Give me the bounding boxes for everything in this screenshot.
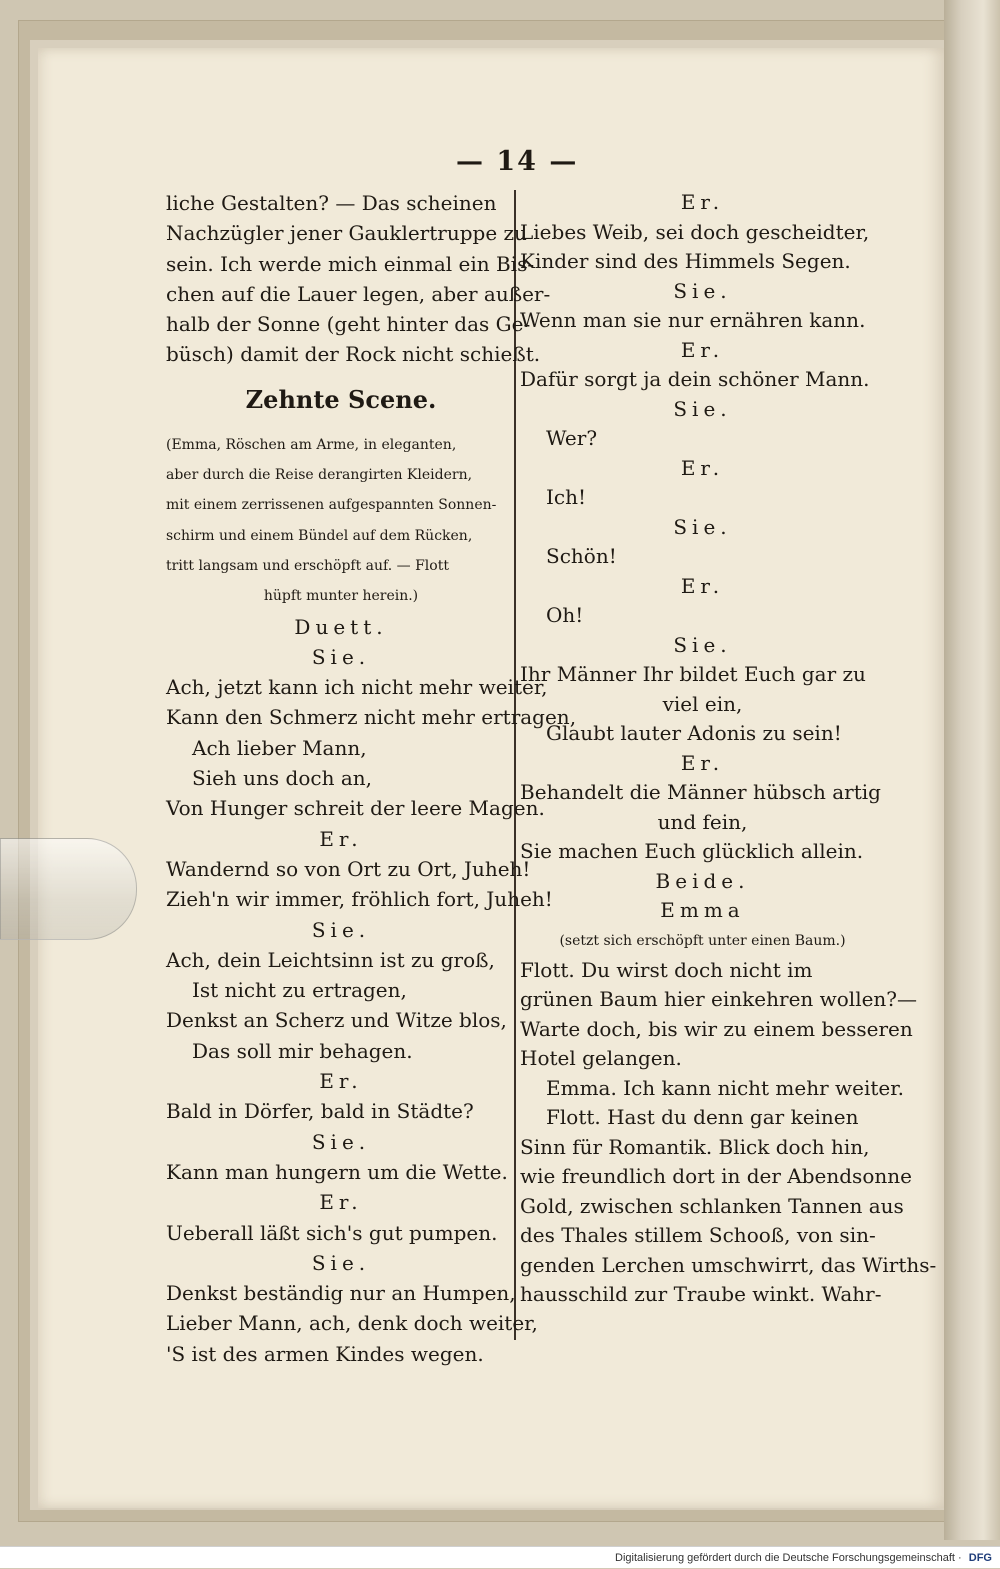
speaker-label: Sie.: [311, 644, 371, 669]
verse-line: Behandelt die Männer hübsch artig: [520, 780, 881, 804]
stage-direction-line: schirm und einem Bündel auf dem Rücken,: [166, 527, 473, 544]
verse-line: grünen Baum hier einkehren wollen?—: [520, 987, 918, 1012]
verse-line: hausschild zur Traube winkt. Wahr-: [520, 1282, 882, 1307]
prose-line: halb der Sonne (geht hinter das Ge-: [166, 312, 531, 337]
verse-line: Ach, dein Leichtsinn ist zu groß,: [166, 947, 495, 972]
speaker-label: Er.: [319, 1069, 363, 1094]
stage-direction-line: mit einem zerrissenen aufgespannten Sonnen-: [166, 497, 497, 514]
verse-line: Bald in Dörfer, bald in Städte?: [166, 1099, 474, 1124]
verse-line: Wer?: [546, 426, 598, 450]
song-title: Duett.: [294, 614, 388, 639]
speaker-label: Er.: [680, 337, 725, 362]
verse-line: Sieh uns doch an,: [192, 766, 372, 791]
verse-line: Flott. Hast du denn gar keinen: [546, 1105, 859, 1130]
verse-line: Das soll mir behagen.: [192, 1038, 413, 1063]
verse-line: Denkst an Scherz und Witze blos,: [166, 1008, 507, 1033]
stage-direction-line: (setzt sich erschöpft unter einen Baum.): [559, 932, 846, 949]
stage-direction-line: tritt langsam und erschöpft auf. — Flott: [166, 557, 449, 574]
speaker-label: Sie.: [673, 278, 732, 303]
speaker-label: Sie.: [311, 1250, 371, 1275]
verse-line: Ach lieber Mann,: [192, 735, 367, 760]
verse-line: Ihr Männer Ihr bildet Euch gar zu: [520, 662, 866, 686]
verse-line: Ueberall läßt sich's gut pumpen.: [166, 1220, 498, 1245]
speaker-label: Sie.: [311, 917, 371, 942]
speaker-label: Sie.: [673, 396, 732, 421]
verse-line: Ach, jetzt kann ich nicht mehr weiter,: [166, 675, 548, 700]
speaker-label: Emma: [660, 898, 745, 922]
stage-direction-line: aber durch die Reise derangirten Kleidern,: [166, 467, 473, 484]
verse-line: Flott. Du wirst doch nicht im: [520, 957, 813, 982]
verse-line: Hotel gelangen.: [520, 1046, 682, 1071]
verse-line: Schön!: [546, 544, 617, 568]
stage-direction-line: (Emma, Röschen am Arme, in eleganten,: [166, 436, 457, 453]
verse-line: Liebes Weib, sei doch gescheidter,: [520, 219, 870, 244]
verse-line: Von Hunger schreit der leere Magen.: [166, 796, 545, 821]
scene-heading: Zehnte Scene.: [245, 384, 437, 414]
verse-line: Dafür sorgt ja dein schöner Mann.: [520, 367, 870, 391]
right-column: [520, 188, 937, 1310]
speaker-label: Er.: [680, 190, 725, 214]
verse-line: 'S ist des armen Kindes wegen.: [166, 1341, 484, 1366]
speaker-label: Er.: [319, 826, 363, 851]
speaker-label: Sie.: [311, 1129, 371, 1154]
verse-line: Kann den Schmerz nicht mehr ertragen,: [166, 705, 577, 730]
footer-bar: Digitalisierung gefördert durch die Deutsche Forschungsgemeinschaft · DFG: [0, 1546, 1000, 1568]
footer-text: Digitalisierung gefördert durch die Deutsche Forschungsgemeinschaft: [615, 1552, 955, 1564]
verse-line: viel ein,: [662, 691, 743, 716]
continuation-text: [166, 188, 551, 370]
verse-line: Gold, zwischen schlanken Tannen aus: [520, 1193, 904, 1218]
verse-line: Warte doch, bis wir zu einem besseren: [520, 1016, 913, 1041]
dfg-logo: DFG: [968, 1552, 992, 1564]
speaker-label: Er.: [680, 573, 725, 598]
prose-line: Nachzügler jener Gauklertruppe zu: [166, 221, 527, 246]
speaker-label: Sie.: [673, 632, 732, 657]
verse-line: Sinn für Romantik. Blick doch hin,: [520, 1134, 870, 1159]
speaker-label: Sie.: [673, 514, 732, 539]
prose-line: chen auf die Lauer legen, aber außer-: [166, 281, 551, 306]
glass-clip: [0, 838, 137, 940]
stage-direction-line: hüpft munter herein.): [263, 588, 419, 605]
verse-line: Emma. Ich kann nicht mehr weiter.: [546, 1075, 904, 1100]
speaker-label: Er.: [319, 1190, 363, 1215]
prose-line: sein. Ich werde mich einmal ein Bis-: [166, 251, 535, 276]
speaker-label: Er.: [680, 455, 725, 480]
verse-line: Lieber Mann, ach, denk doch weiter,: [166, 1311, 538, 1336]
verse-line: des Thales stillem Schooß, von sin-: [520, 1223, 876, 1248]
speaker-label: Beide.: [655, 868, 750, 893]
verse-line: genden Lerchen umschwirrt, das Wirths-: [520, 1252, 937, 1277]
prose-line: büsch) damit der Rock nicht schießt.: [166, 342, 541, 367]
verse-line: und fein,: [657, 809, 748, 834]
left-dialogue: [166, 642, 577, 1369]
stage-direction: [166, 430, 516, 612]
verse-line: Wenn man sie nur ernähren kann.: [520, 308, 866, 332]
verse-line: Glaubt lauter Adonis zu sein!: [546, 721, 842, 745]
right-dialogue: [520, 188, 937, 1310]
verse-line: Zieh'n wir immer, fröhlich fort, Juheh!: [166, 887, 553, 912]
verse-line: wie freundlich dort in der Abendsonne: [520, 1164, 912, 1189]
verse-line: Ich!: [546, 485, 587, 509]
speaker-label: Er.: [680, 750, 725, 775]
verse-line: Kann man hungern um die Wette.: [166, 1159, 508, 1184]
verse-line: Kinder sind des Himmels Segen.: [520, 249, 851, 273]
adjacent-page-edge: [944, 0, 1000, 1540]
verse-line: Ist nicht zu ertragen,: [192, 978, 407, 1003]
prose-line: liche Gestalten? — Das scheinen: [166, 191, 497, 215]
verse-line: Wandernd so von Ort zu Ort, Juheh!: [166, 856, 531, 881]
verse-line: Denkst beständig nur an Humpen,: [166, 1281, 516, 1306]
verse-line: Sie machen Euch glücklich allein.: [520, 839, 864, 863]
verse-line: Oh!: [546, 603, 584, 627]
page-number: — 14 —: [456, 146, 579, 177]
